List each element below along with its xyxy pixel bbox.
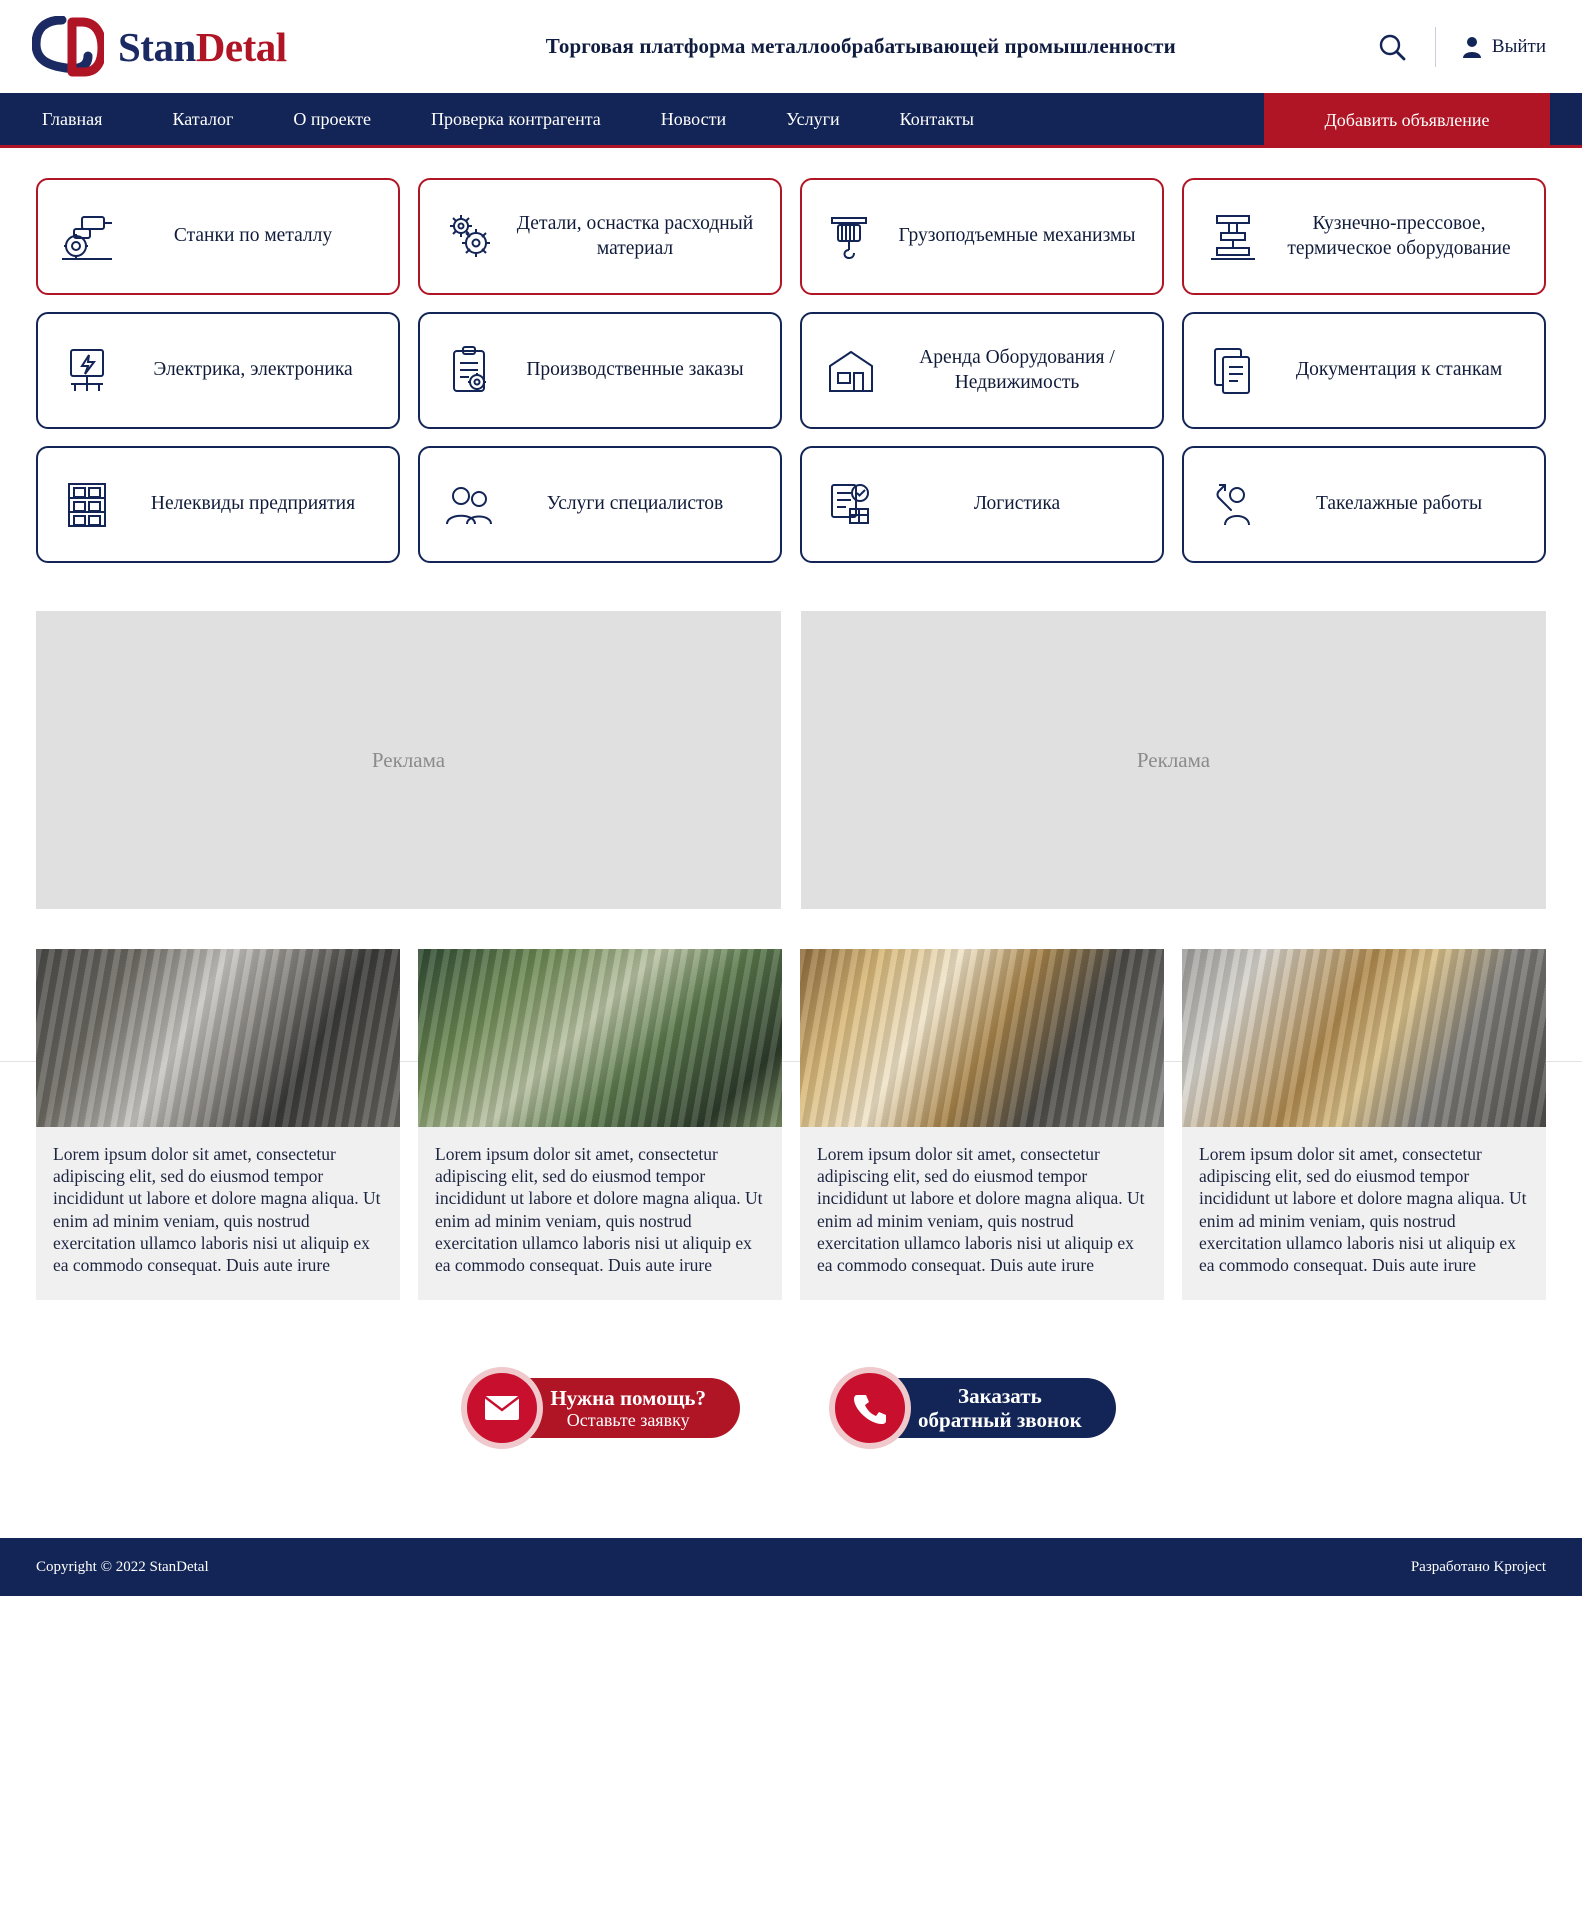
- need-help-button[interactable]: [466, 1378, 740, 1438]
- listing-card[interactable]: [1182, 949, 1546, 1300]
- listing-image: [418, 949, 782, 1127]
- need-help-line1: Нужна помощь?: [550, 1385, 707, 1410]
- category-card-production-orders[interactable]: [418, 312, 782, 429]
- logout-button[interactable]: [1462, 35, 1546, 59]
- category-card-rigging[interactable]: [1182, 446, 1546, 563]
- gears-icon: [438, 206, 500, 268]
- need-help-line2: Оставьте заявку: [566, 1410, 690, 1431]
- hoist-crane-icon: [820, 206, 882, 268]
- category-label: Услуги специалистов: [546, 493, 724, 515]
- logo-text: [118, 23, 287, 71]
- listing-card[interactable]: [800, 949, 1164, 1300]
- need-help-labels: [550, 1386, 706, 1431]
- footer-developer[interactable]: Разработано Kproject: [1410, 1558, 1546, 1575]
- site-tagline: Торговая платформа металлообрабатывающей промышленности: [545, 34, 1176, 58]
- category-card-documentation[interactable]: [1182, 312, 1546, 429]
- user-icon: [1462, 35, 1482, 59]
- category-label: Станки по металлу: [173, 225, 333, 247]
- add-listing-button[interactable]: Добавить объявление: [1264, 93, 1550, 148]
- nav-item-services[interactable]: Услуги: [786, 108, 840, 129]
- nav-item-contacts[interactable]: Контакты: [899, 108, 974, 129]
- header-actions: [1375, 27, 1546, 67]
- shelf-boxes-icon: [56, 474, 118, 536]
- nav-item-catalog[interactable]: Каталог: [172, 108, 234, 129]
- site-footer: [0, 1538, 1582, 1596]
- category-card-metal-machines[interactable]: [36, 178, 400, 295]
- nav-item-news[interactable]: Новости: [660, 108, 727, 129]
- electric-panel-icon: [56, 340, 118, 402]
- logo-text-part1: Stan: [118, 23, 196, 70]
- category-grid: [0, 148, 1582, 563]
- listing-card[interactable]: [418, 949, 782, 1300]
- advertising-row: [0, 563, 1582, 909]
- ad-banner-left[interactable]: Реклама: [36, 611, 781, 909]
- category-card-forging-press[interactable]: [1182, 178, 1546, 295]
- request-callback-labels: [918, 1384, 1082, 1432]
- listing-text: Lorem ipsum dolor sit amet, consectetur adipiscing elit, sed do eiusmod tempor incididunt ut labore et dolore magna aliqua. Ut enim ad minim veniam, quis nostrud exercitation ullamco laboris nisi ut aliquip ex ea commodo consequat. Duis aute irure: [1199, 1144, 1527, 1276]
- listing-image: [800, 949, 1164, 1127]
- search-icon[interactable]: [1375, 30, 1409, 64]
- nav-item-counterparty-check[interactable]: Проверка контрагента: [431, 108, 601, 129]
- category-label: Грузоподъемные механизмы: [898, 225, 1136, 247]
- listing-text: Lorem ipsum dolor sit amet, consectetur adipiscing elit, sed do eiusmod tempor incididunt ut labore et dolore magna aliqua. Ut enim ad minim veniam, quis nostrud exercitation ullamco laboris nisi ut aliquip ex ea commodo consequat. Duis aute irure: [53, 1144, 381, 1276]
- header-divider: [1435, 27, 1436, 67]
- logistics-checklist-icon: [820, 474, 882, 536]
- listing-text: Lorem ipsum dolor sit amet, consectetur adipiscing elit, sed do eiusmod tempor incididunt ut labore et dolore magna aliqua. Ut enim ad minim veniam, quis nostrud exercitation ullamco laboris nisi ut aliquip ex ea commodo consequat. Duis aute irure: [435, 1144, 763, 1276]
- category-label: Производственные заказы: [526, 359, 744, 381]
- press-machine-icon: [1202, 206, 1264, 268]
- logo-mark-icon: [32, 16, 104, 78]
- listing-image: [1182, 949, 1546, 1127]
- listing-card[interactable]: [36, 949, 400, 1300]
- site-logo[interactable]: [32, 16, 287, 78]
- logout-label: Выйти: [1491, 35, 1546, 57]
- request-callback-button[interactable]: [834, 1378, 1116, 1438]
- category-card-logistics[interactable]: [800, 446, 1164, 563]
- category-label: Электрика, электроника: [153, 359, 353, 381]
- category-label: Аренда Оборудования / Недвижимость: [919, 347, 1115, 393]
- main-navigation: [0, 93, 1582, 148]
- nav-item-about[interactable]: О проекте: [293, 108, 372, 129]
- lathe-machine-icon: [56, 206, 118, 268]
- category-card-electrics[interactable]: [36, 312, 400, 429]
- category-label: Логистика: [973, 493, 1061, 515]
- callback-line1: Заказать: [958, 1384, 1042, 1409]
- listing-cards: [0, 909, 1582, 1300]
- ad-banner-right[interactable]: Реклама: [801, 611, 1546, 909]
- clipboard-gear-icon: [438, 340, 500, 402]
- warehouse-icon: [820, 340, 882, 402]
- cta-row: [0, 1300, 1582, 1438]
- site-header: [0, 0, 1582, 93]
- phone-icon: [829, 1367, 911, 1449]
- category-label: Нелеквиды предприятия: [150, 493, 356, 515]
- category-card-lifting-mechanisms[interactable]: [800, 178, 1164, 295]
- category-card-specialist-services[interactable]: [418, 446, 782, 563]
- footer-copyright: Copyright © 2022 StanDetal: [36, 1558, 209, 1575]
- documents-icon: [1202, 340, 1264, 402]
- category-card-parts-tooling[interactable]: [418, 178, 782, 295]
- envelope-icon: [461, 1367, 543, 1449]
- category-label: Детали, оснастка расходный материал: [516, 213, 754, 259]
- specialists-icon: [438, 474, 500, 536]
- callback-line2: обратный звонок: [918, 1408, 1082, 1433]
- category-card-surplus[interactable]: [36, 446, 400, 563]
- category-label: Кузнечно-прессовое, термическое оборудование: [1287, 213, 1511, 259]
- category-label: Такелажные работы: [1315, 493, 1483, 515]
- category-card-rent-realty[interactable]: [800, 312, 1164, 429]
- listing-text: Lorem ipsum dolor sit amet, consectetur adipiscing elit, sed do eiusmod tempor incididunt ut labore et dolore magna aliqua. Ut enim ad minim veniam, quis nostrud exercitation ullamco laboris nisi ut aliquip ex ea commodo consequat. Duis aute irure: [817, 1144, 1145, 1276]
- listing-image: [36, 949, 400, 1127]
- nav-item-home[interactable]: Главная: [42, 108, 103, 129]
- logo-text-part2: Detal: [195, 23, 287, 70]
- rigging-worker-icon: [1202, 474, 1264, 536]
- category-label: Документация к станкам: [1295, 359, 1503, 381]
